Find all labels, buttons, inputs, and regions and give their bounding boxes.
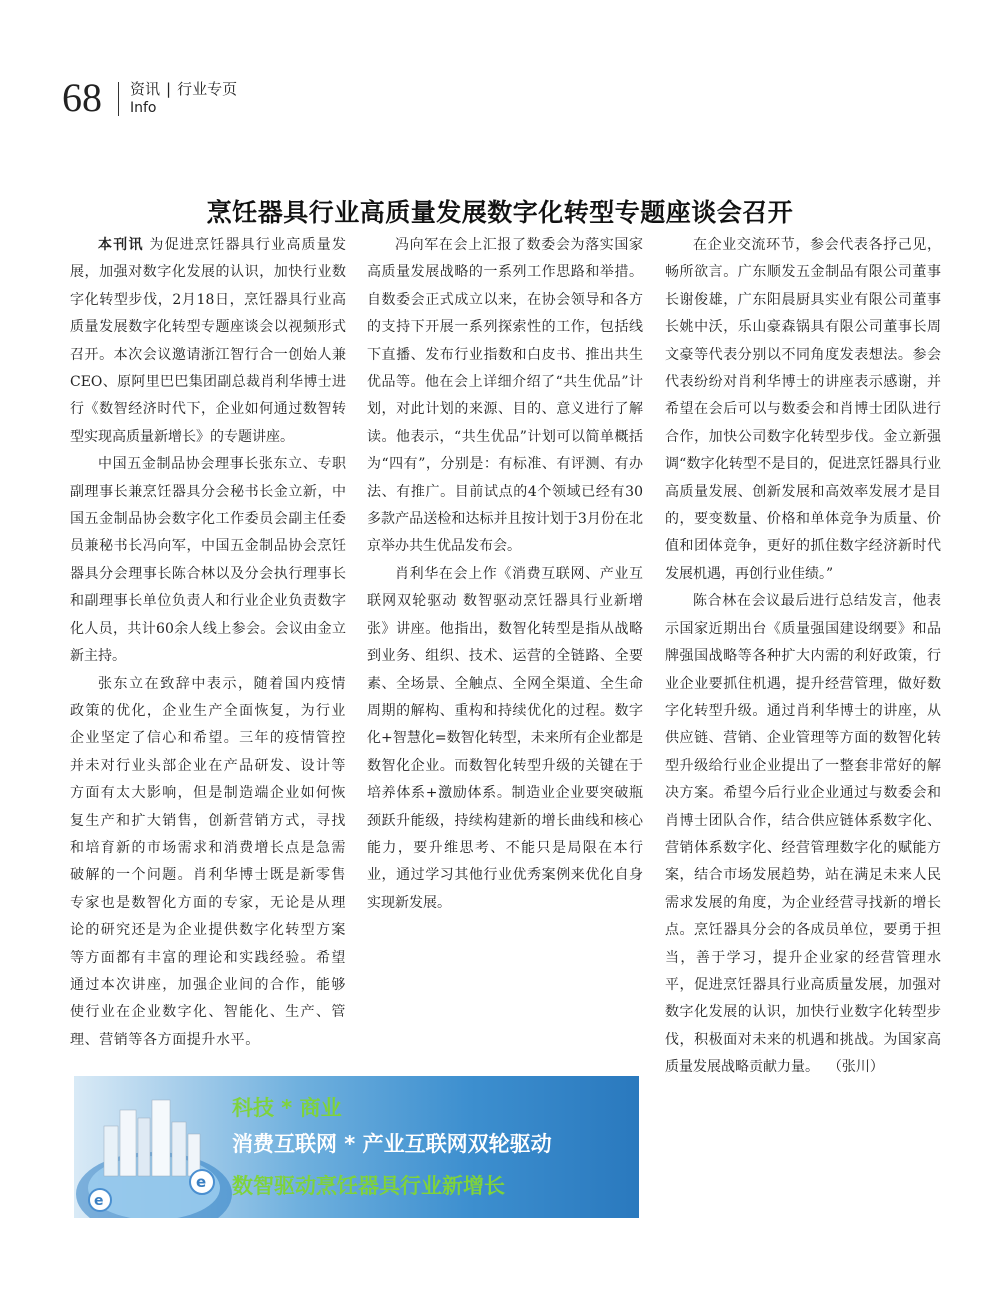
paragraph-1: 为促进烹饪器具行业高质量发展，加强对数字化发展的认识，加快行业数字化转型步伐，2月18日，烹饪器具行业高质量发展数字化转型专题座谈会以视频形式召开。本次会议邀请浙江智行合一创始人兼CEO、原阿里巴巴集团副总裁肖利华博士进行《数智经济时代下，企业如何通过数智转型实现高质量新增长》的专题讲座。 (70, 237, 347, 445)
lead-label: 本刊讯 (98, 237, 144, 253)
paragraph-4: 冯向军在会上汇报了数委会为落实国家高质量发展战略的一系列工作思路和举措。自数委会正式成立以来，在协会领导和各方的支持下开展一系列探索性的工作，包括线下直播、发布行业指数和白皮书、推出共生优品等。他在会上详细介绍了“共生优品”计划，对此计划的来源、目的、意义进行了解读。他表示，“共生优品”计划可以简单概括为“四有”，分别是：有标准、有评测、有办法、有推广。目前试点的4个领域已经有30多款产品送检和达标并且按计划于3月份在北京举办共生优品发布会。 (367, 237, 643, 555)
paragraph-intro (70, 232, 346, 451)
svg-text:e: e (196, 1173, 207, 1191)
section-name: 资讯 (130, 80, 161, 98)
svg-text:e: e (94, 1193, 104, 1209)
header-divider (118, 82, 119, 116)
section-separator: | (166, 80, 172, 98)
text-column-1 (70, 232, 346, 1054)
subsection-name: 行业专页 (177, 80, 238, 98)
paragraph-7-text: 陈合林在会议最后进行总结发言，他表示国家近期出台《质量强国建设纲要》和品牌强国战略等各种扩大内需的利好政策，行业企业要抓住机遇，提升经营管理，做好数字化转型升级。通过肖利华博士的讲座，从供应链、营销、企业管理等方面的数智化转型升级给行业企业提出了一整套非常好的解决方案。希望今后行业企业通过与数委会和肖博士团队合作，结合供应链体系数字化、营销体系数字化、经营管理数字化的赋能方案，结合市场发展趋势，站在满足未来人民需求发展的角度，为企业经营寻找新的增长点。烹饪器具分会的各成员单位，要勇于担当，善于学习，提升企业家的经营管理水平，促进烹饪器具行业高质量发展，加强对数字化发展的认识，加快行业数字化转型步伐，积极面对未来的机遇和挑战。为国家高质量发展战略贡献力量。 (665, 593, 941, 1076)
promo-banner (74, 1076, 639, 1218)
paragraph-2: 中国五金制品协会理事长张东立、专职副理事长兼烹饪器具分会秘书长金立新，中国五金制品协会数字化工作委员会副主任委员兼秘书长冯向军，中国五金制品协会烹饪器具分会理事长陈合林以及分会执行理事长和副理事长单位负责人和行业企业负责数字化人员，共计60余人线上参会。会议由金立新主持。 (70, 456, 346, 665)
paragraph-7 (665, 588, 941, 1081)
banner-line-1: 科技 * 商业 (232, 1096, 342, 1120)
article-title: 烹饪器具行业高质量发展数字化转型专题座谈会召开 (206, 197, 794, 227)
section-label (130, 78, 237, 99)
page-number: 68 (62, 75, 102, 120)
text-column-3 (665, 232, 941, 1082)
author-credit: （张川） (827, 1059, 884, 1076)
text-column-2 (367, 232, 643, 917)
banner-line-2: 消费互联网 * 产业互联网双轮驱动 (232, 1132, 552, 1156)
paragraph-6: 在企业交流环节，参会代表各抒己见，畅所欲言。广东顺发五金制品有限公司董事长谢俊雄，广东阳晨厨具实业有限公司董事长姚中沃，乐山豪森锅具有限公司董事长周文豪等代表分别以不同角度发表想法。参会代表纷纷对肖利华博士的讲座表示感谢，并希望在会后可以与数委会和肖博士团队进行合作，加快公司数字化转型步伐。金立新强调“数字化转型不是目的，促进烹饪器具行业高质量发展、创新发展和高效率发展才是目的，要变数量、价格和单体竞争为质量、价值和团体竞争，更好的抓住数字经济新时代发展机遇，再创行业佳绩。” (665, 237, 941, 582)
banner-line-3: 数智驱动烹饪器具行业新增长 (232, 1174, 505, 1198)
paragraph-5: 肖利华在会上作《消费互联网、产业互联网双轮驱动 数智驱动烹饪器具行业新增张》讲座。他指出，数智化转型是指从战略到业务、组织、技术、运营的全链路、全要素、全场景、全触点、全网全渠道、全生命周期的解构、重构和持续优化的过程。数字化+智慧化=数智化转型，未来所有企业都是数智化企业。而数智化转型升级的关键在于培养体系+激励体系。制造业企业要突破瓶颈跃升能级，持续构建新的增长曲线和核心能力，要升维思考、不能只是局限在本行业，通过学习其他行业优秀案例来优化自身实现新发展。 (367, 565, 643, 911)
section-english: Info (130, 100, 157, 116)
paragraph-3: 张东立在致辞中表示，随着国内疫情政策的优化，企业生产全面恢复，为行业企业坚定了信心和希望。三年的疫情管控并未对行业头部企业在产品研发、设计等方面有太大影响，但是制造端企业如何恢复生产和扩大销售，创新营销方式，寻找和培育新的市场需求和消费增长点是急需破解的一个问题。肖利华博士既是新零售专家也是数智化方面的专家，无论是从理论的研究还是为企业提供数字化转型方案等方面都有丰富的理论和实践经验。希望通过本次讲座，加强企业间的合作，能够使行业在企业数字化、智能化、生产、管理、营销等各方面提升水平。 (70, 675, 346, 1048)
